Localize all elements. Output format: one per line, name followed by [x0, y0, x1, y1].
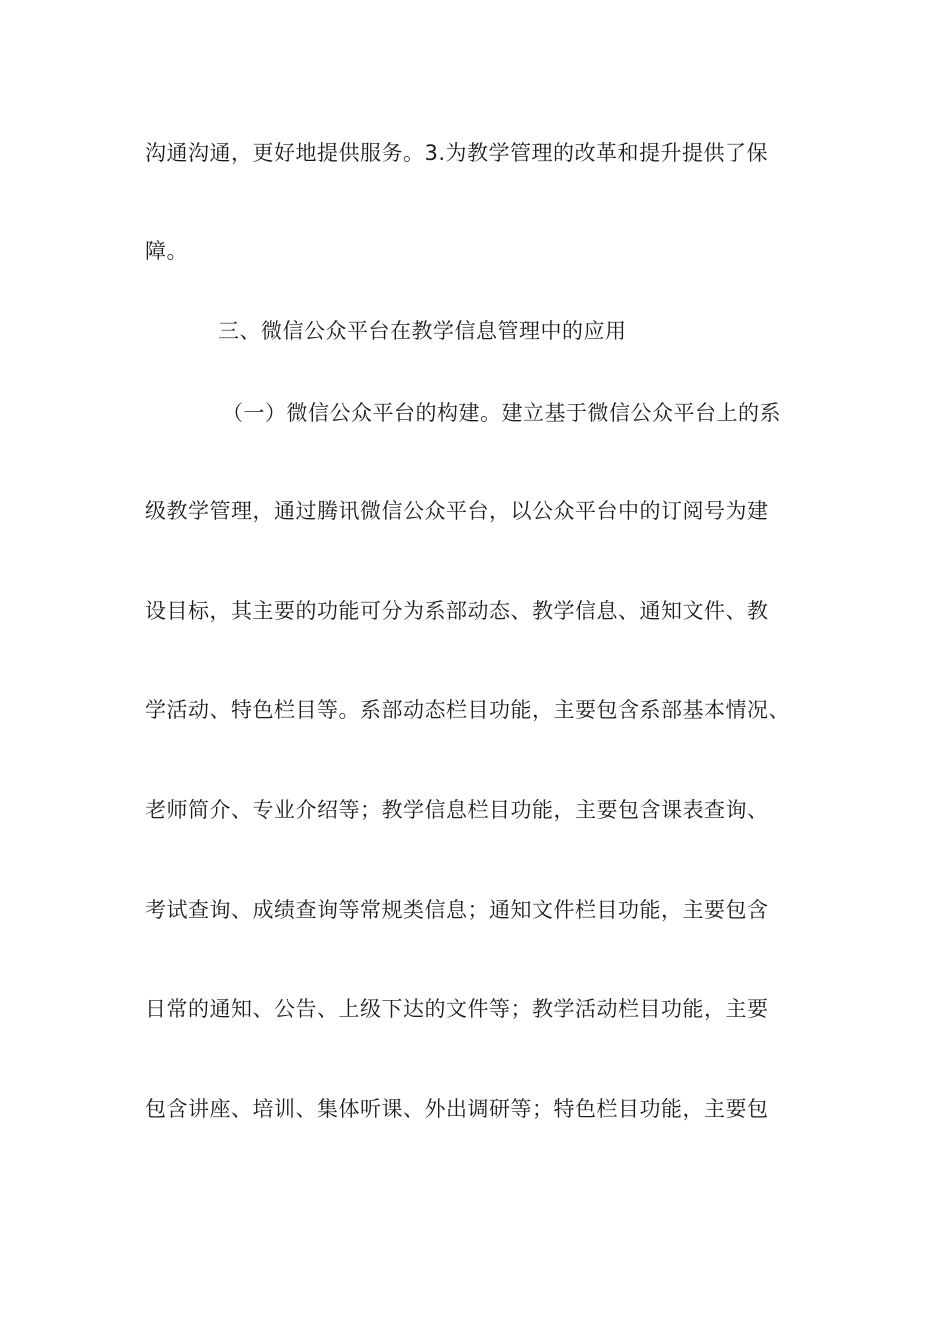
paragraph-line: 设目标，其主要的功能可分为系部动态、教学信息、通知文件、教 [145, 599, 769, 623]
section-heading: 三、微信公众平台在教学信息管理中的应用 [218, 319, 627, 343]
paragraph-line: 日常的通知、公告、上级下达的文件等；教学活动栏目功能，主要 [145, 997, 769, 1021]
paragraph-line: 学活动、特色栏目等。系部动态栏目功能，主要包含系部基本情况、 [145, 698, 790, 722]
paragraph-line: 包含讲座、培训、集体听课、外出调研等；特色栏目功能，主要包 [145, 1097, 769, 1121]
paragraph-line: （一）微信公众平台的构建。建立基于微信公众平台上的系 [222, 401, 781, 425]
paragraph-line: 考试查询、成绩查询等常规类信息；通知文件栏目功能，主要包含 [145, 898, 769, 922]
paragraph-line: 沟通沟通，更好地提供服务。3.为教学管理的改革和提升提供了保 [145, 141, 769, 165]
paragraph-line: 障。 [145, 239, 188, 263]
paragraph-line: 级教学管理，通过腾讯微信公众平台，以公众平台中的订阅号为建 [145, 499, 769, 523]
paragraph-line: 老师简介、专业介绍等；教学信息栏目功能，主要包含课表查询、 [145, 798, 769, 822]
